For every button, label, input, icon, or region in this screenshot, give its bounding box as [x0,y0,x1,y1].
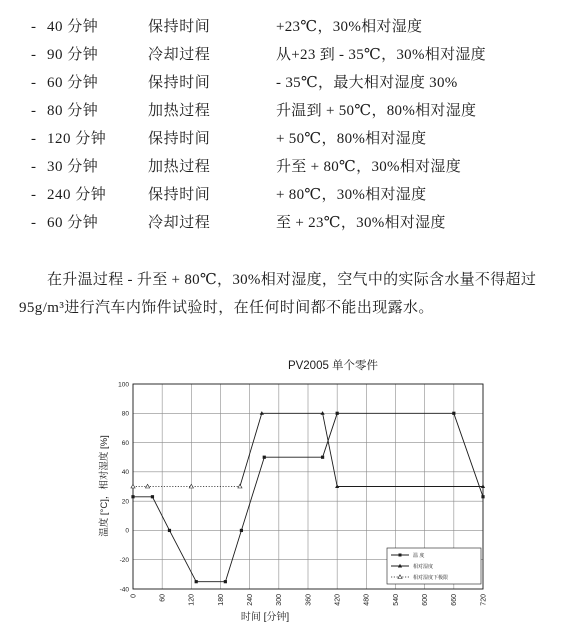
y-tick-label: 80 [121,410,129,418]
x-tick-label: 0 [130,594,138,598]
legend-label: 相对湿度下极限 [413,575,449,581]
x-tick-label: 120 [188,594,196,606]
legend-label: 相对湿度 [413,564,434,570]
data-point-series-0 [321,456,324,459]
list-bullet: - [31,47,36,63]
y-tick-label: 20 [121,498,129,506]
body-paragraph [0,266,576,322]
y-tick-label: -20 [119,557,129,565]
paragraph-line: 95g/m³进行汽车内饰件试验时，在任何时间都不能出现露水。 [19,300,434,316]
step-condition: - 35℃，最大相对湿度 30% [276,75,458,91]
x-tick-label: 300 [276,594,284,606]
y-tick-label: 0 [125,527,129,535]
x-tick-label: 240 [247,594,255,606]
chart-title: PV2005 单个零件 [287,360,379,372]
step-duration: 60 分钟 [47,75,99,91]
data-point-series-0 [168,529,171,532]
step-phase: 保持时间 [148,19,211,35]
x-tick-label: 600 [422,594,430,606]
step-duration: 80 分钟 [47,103,99,119]
step-phase: 冷却过程 [148,47,211,63]
x-axis-label: 时间 [分钟] [240,612,290,623]
list-bullet: - [31,215,36,231]
x-tick-label: 420 [334,594,342,606]
step-condition: 从+23 到 - 35℃，30%相对湿度 [276,47,486,63]
step-duration: 240 分钟 [47,187,107,203]
test-step-row [0,101,576,129]
y-tick-label: 40 [121,469,129,477]
test-step-row [0,213,576,241]
y-axis-label: 温度 [°C]，相对湿度 [%] [99,435,110,537]
y-tick-label: -40 [119,586,129,594]
list-bullet: - [31,131,36,147]
step-phase: 加热过程 [148,159,211,175]
step-phase: 保持时间 [148,131,211,147]
data-point-series-0 [195,580,198,583]
legend-label: 温 度 [413,553,425,559]
x-tick-label: 660 [451,594,459,606]
x-tick-label: 60 [159,594,167,602]
data-point-series-0 [240,529,243,532]
step-duration: 60 分钟 [47,215,99,231]
legend-square-marker [399,554,402,557]
x-tick-label: 720 [480,594,488,606]
step-duration: 40 分钟 [47,19,99,35]
test-step-row [0,45,576,73]
x-tick-label: 360 [305,594,313,606]
step-condition: + 80℃，30%相对湿度 [276,187,427,203]
test-step-row [0,129,576,157]
test-step-row [0,157,576,185]
list-bullet: - [31,75,36,91]
step-phase: 加热过程 [148,103,211,119]
data-point-series-0 [263,456,266,459]
test-step-row [0,185,576,213]
data-point-series-0 [131,495,134,498]
y-tick-label: 100 [118,381,129,389]
data-point-series-2 [145,484,149,488]
series-line-1 [240,413,483,486]
x-tick-label: 180 [217,594,225,606]
y-tick-label: 60 [121,439,129,447]
step-condition: + 50℃，80%相对湿度 [276,131,427,147]
step-condition: 升温到 + 50℃，80%相对湿度 [276,103,477,119]
data-point-series-0 [452,412,455,415]
step-condition: +23℃，30%相对湿度 [276,19,423,35]
data-point-series-0 [224,580,227,583]
step-duration: 90 分钟 [47,47,99,63]
step-condition: 升至 + 80℃，30%相对湿度 [276,159,462,175]
paragraph-line: 在升温过程 - 升至 + 80℃，30%相对湿度，空气中的实际含水量不得超过 [47,272,537,288]
data-point-series-0 [151,495,154,498]
step-phase: 冷却过程 [148,215,211,231]
data-point-series-0 [481,495,484,498]
data-point-series-2 [238,484,242,488]
step-duration: 120 分钟 [47,131,107,147]
legend [387,548,481,584]
data-point-series-0 [336,412,339,415]
test-step-row [0,17,576,45]
step-phase: 保持时间 [148,75,211,91]
test-step-row [0,73,576,101]
list-bullet: - [31,187,36,203]
step-condition: 至 + 23℃，30%相对湿度 [276,215,446,231]
list-bullet: - [31,103,36,119]
x-tick-label: 540 [392,594,400,606]
test-step-list [0,17,576,241]
list-bullet: - [31,159,36,175]
temperature-humidity-chart [0,345,576,627]
step-phase: 保持时间 [148,187,211,203]
x-tick-label: 480 [363,594,371,606]
step-duration: 30 分钟 [47,159,99,175]
data-point-series-2 [131,484,135,488]
list-bullet: - [31,19,36,35]
